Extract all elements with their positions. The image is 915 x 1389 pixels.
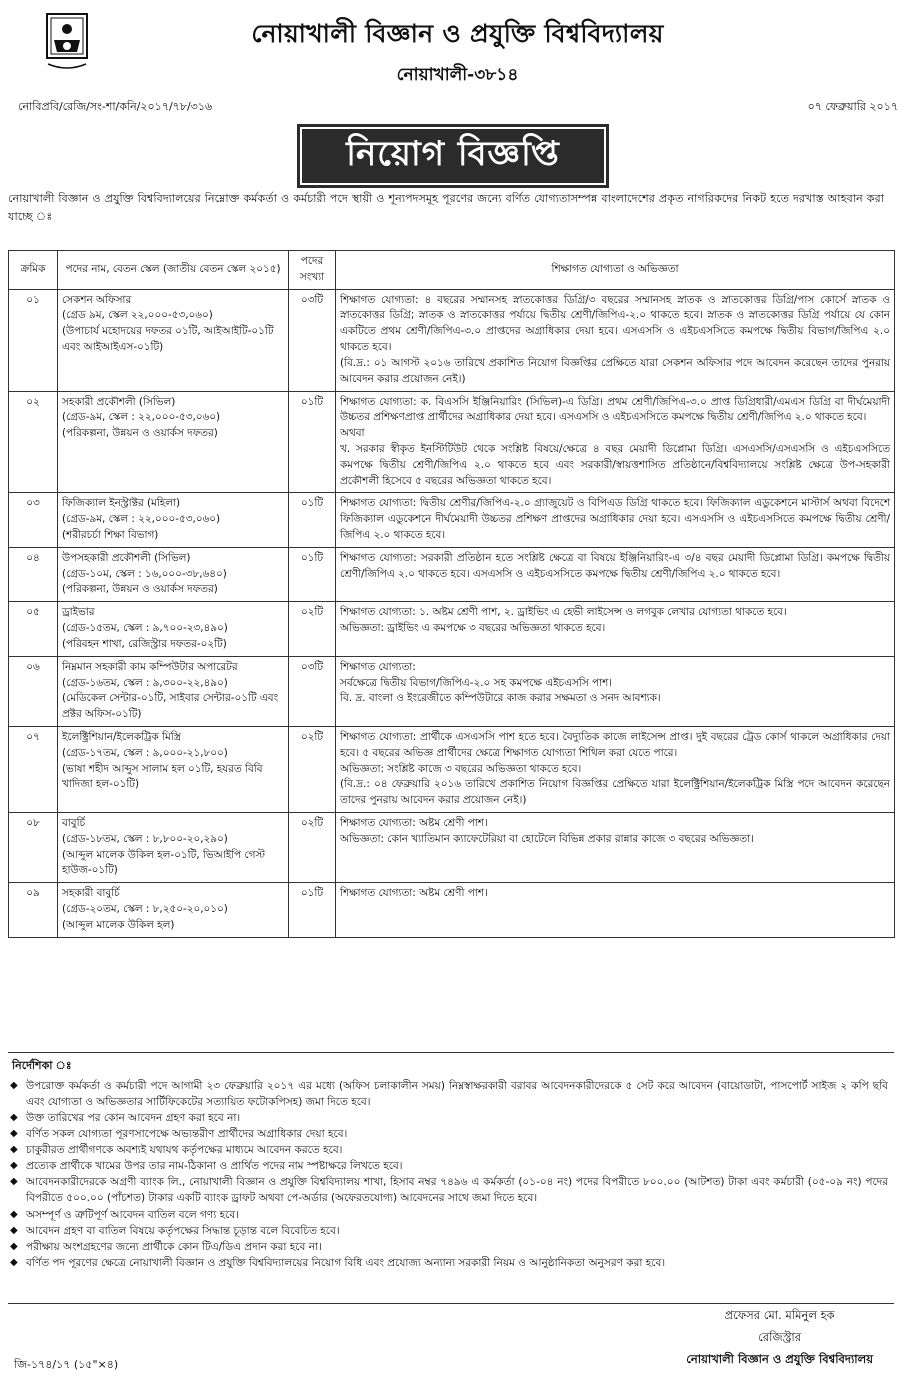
table-row <box>9 493 895 547</box>
post-grade: (গ্রেড-৯ম, স্কেল : ২২,০০০-৫৩,০৬০) <box>62 513 221 526</box>
guideline-text: উক্ত তারিখের পর কোন আবেদন গ্রহণ করা হবে না। <box>26 1112 241 1125</box>
post-name: বাবুর্চি <box>62 817 86 829</box>
post-name: ফিজিক্যাল ইনস্ট্রাক্টর (মহিলা) <box>62 497 181 510</box>
post-note: (মেডিকেল সেন্টার-০১টি, সাইবার সেন্টার-০১টি এবং প্রক্টর অফিস-০১টি) <box>62 692 279 721</box>
post-name: নিম্নমান সহকারী কাম কম্পিউটার অপারেটর <box>62 660 238 673</box>
header-qualification: শিক্ষাগত যোগ্যতা ও অভিজ্ঞতা <box>336 251 895 290</box>
row-quantity: ০১টি <box>289 547 336 601</box>
qualification-line: অভিজ্ঞতা: সংশ্লিষ্ট কাজে ৩ বছরের অভিজ্ঞতা থাকতে হবে। <box>340 762 582 775</box>
table-header-row <box>9 251 895 290</box>
post-note: (পরিবহন শাখা, রেজিস্ট্রার দফতর-০২টি) <box>62 637 227 650</box>
row-quantity: ০১টি <box>289 883 336 937</box>
post-name: ইলেক্ট্রিশিয়ান/ইলেকট্রিক মিস্ত্রি <box>62 730 181 743</box>
post-grade: (গ্রেড-১৫তম, স্কেল : ৯,৭০০-২৩,৪৯০) <box>62 622 228 635</box>
guideline-item <box>8 1174 894 1206</box>
post-grade: (গ্রেড-১৬তম, স্কেল : ৯,৩০০-২২,৪৯০) <box>62 676 228 689</box>
table-row <box>9 391 895 493</box>
post-name: সহকারী বাবুর্চি <box>62 887 120 900</box>
university-address: নোয়াখালী-৩৮১৪ <box>396 65 519 85</box>
diamond-bullet-icon: ◆ <box>10 1176 18 1188</box>
row-qualification <box>336 813 895 883</box>
post-note: (আব্দুল মালেক উকিল হল-০১টি, ভিআইপি গেস্ট হাউজ-০১টি) <box>62 848 265 877</box>
row-serial: ০৫ <box>9 602 58 656</box>
guideline-text: আবেদনকারীদেরকে অগ্রণী ব্যাংক লি., নোয়াখালী বিজ্ঞান ও প্রযুক্তি বিশ্ববিদ্যালয় শাখা, হিসাব নম্বর ৭৪৯৬ এ কর্মকর্তা (০১-০৪ নং) পদের বিপরীতে ৮০০.০০ (আটশত) টাকা এবং কর্মচারী (০৫-০৯ নং) পদের বিপরীতে ৫০০.০০ (পাঁচশত) টাকার একটি ব্যাংক ড্রাফট অথবা পে-অর্ডার (অফেরতযোগ্য) আবেদনের সাথে জমা দিতে হবে। <box>26 1176 888 1205</box>
memo-number: নোবিপ্রবি/রেজি/সং-শা/কনি/২০১৭/৭৮/৩১৬ <box>18 100 213 113</box>
table-row <box>9 289 895 391</box>
guideline-text: বর্ণিত পদ পূরণের ক্ষেত্রে নোয়াখালী বিজ্ঞান ও প্রযুক্তি বিশ্ববিদ্যালয়ের নিয়োগ বিধি এবং প্রযোজ্য অন্যান্য সরকারী নিয়ম ও আনুষ্ঠানিকতা অনুসরণ করা হবে। <box>26 1256 666 1269</box>
qualification-line: (বি.দ্র.: ০৪ ফেব্রুয়ারি ২০১৬ তারিখে প্রকাশিত নিয়োগ বিজ্ঞপ্তির প্রেক্ষিতে যারা ইলেক্ট্রিশিয়ান/ইলেকট্রিক মিস্ত্রি পদে আবেদন করেছেন তাদের পুনরায় আবেদন করার প্রয়োজন নেই।) <box>340 778 890 807</box>
guidelines-list <box>8 1078 894 1271</box>
post-note: (উপাচার্য মহোদয়ের দফতর ০১টি, আইআইটি-০১টি এবং আইআইএস-০১টি) <box>62 325 274 354</box>
qualification-line: শিক্ষাগত যোগ্যতা: ক. বিএসসি ইঞ্জিনিয়ারিং (সিভিল)-এ ডিগ্রি। প্রথম শ্রেণী/জিপিএ-৩.০ প্রাপ্ত ডিগ্রিধারী/এমএস ডিগ্রি বা দীর্ঘমেয়াদী উচ্চতর প্রশিক্ষণপ্রাপ্ত প্রার্থীদের অগ্রাধিকার দেয়া হবে। এসএসসি ও এইচএসসিতে কমপক্ষে দ্বিতীয় শ্রেণী/জিপিএ ২.০ থাকতে হবে। <box>340 395 890 424</box>
diamond-bullet-icon: ◆ <box>10 1208 18 1220</box>
row-quantity: ০১টি <box>289 391 336 493</box>
post-name: উপসহকারী প্রকৌশলী (সিভিল) <box>62 551 191 564</box>
guidelines-heading: নির্দেশিকা ঃ <box>12 1059 72 1072</box>
row-post-cell <box>58 493 289 547</box>
guideline-text: অসম্পূর্ণ ও ত্রুটিপূর্ণ আবেদন বাতিল বলে গণ্য হবে। <box>26 1208 239 1221</box>
post-name: সহকারী প্রকৌশলী (সিভিল) <box>62 395 176 408</box>
diamond-bullet-icon: ◆ <box>10 1080 18 1091</box>
guideline-item <box>8 1126 894 1142</box>
row-serial: ০৭ <box>9 726 58 812</box>
post-note: (পরিকল্পনা, উন্নয়ন ও ওয়ার্কস দফতর) <box>62 583 218 596</box>
header-serial: ক্রমিক <box>9 251 58 290</box>
row-qualification <box>336 726 895 812</box>
post-note: (পরিকল্পনা, উন্নয়ন ও ওয়ার্কস দফতর) <box>62 427 218 440</box>
university-name: নোয়াখালী বিজ্ঞান ও প্রযুক্তি বিশ্ববিদ্যালয় <box>251 19 664 48</box>
row-quantity: ০৩টি <box>289 656 336 726</box>
qualification-line: বি. দ্র. বাংলা ও ইংরেজীতে কম্পিউটারে কাজ করার সক্ষমতা ও সনদ আবশ্যক। <box>340 692 661 705</box>
qualification-line: (বি.দ্র.: ০১ আগস্ট ২০১৬ তারিখে প্রকাশিত নিয়োগ বিজ্ঞপ্তির প্রেক্ষিতে যারা সেকশন অফিসার পদে আবেদন করেছেন তাদের পুনরায় আবেদন করার প্রয়োজন নেই।) <box>340 356 890 385</box>
guideline-item <box>8 1158 894 1174</box>
row-post-cell <box>58 813 289 883</box>
row-serial: ০৩ <box>9 493 58 547</box>
row-post-cell <box>58 391 289 493</box>
signatory-name: প্রফেসর মো. মমিনুল হক <box>724 1308 835 1322</box>
guideline-text: আবেদন গ্রহণ বা বাতিল বিষয়ে কর্তৃপক্ষের সিদ্ধান্ত চূড়ান্ত বলে বিবেচিত হবে। <box>26 1224 340 1237</box>
signatory-org: নোয়াখালী বিজ্ঞান ও প্রযুক্তি বিশ্ববিদ্যালয় <box>686 1351 873 1366</box>
guideline-text: পরীক্ষায় অংশগ্রহণের জন্যে প্রার্থীকে কোন টিএ/ডিএ প্রদান করা হবে না। <box>26 1240 322 1253</box>
row-serial: ০৪ <box>9 547 58 601</box>
row-qualification <box>336 602 895 656</box>
govt-ad-reference: জি-১৭৪/১৭ (১৫"×৪) <box>14 1358 119 1371</box>
guideline-text: প্রত্যেক প্রার্থীকে খামের উপর তার নাম-ঠিকানা ও প্রার্থিত পদের নাম স্পষ্টাক্ষরে লিখতে হবে। <box>26 1160 403 1173</box>
table-row <box>9 813 895 883</box>
table-row <box>9 883 895 937</box>
header-quantity: পদের সংখ্যা <box>289 251 336 290</box>
guideline-item <box>8 1110 894 1126</box>
row-qualification <box>336 656 895 726</box>
row-post-cell <box>58 726 289 812</box>
post-grade: (গ্রেড ৯ম, স্কেল ২২,০০০-৫৩,০৬০) <box>62 309 213 322</box>
signature-block <box>686 1305 873 1371</box>
guideline-item <box>8 1239 894 1255</box>
qualification-line: শিক্ষাগত যোগ্যতা: ৪ বছরের সম্মানসহ স্নাতকোত্তর ডিগ্রি/৩ বছরের সম্মানসহ স্নাতক ও স্নাতকোত্তর ডিগ্রি/পাস কোর্সে স্নাতক ও স্নাতকোত্তর ডিগ্রি; স্নাতক ও স্নাতকোত্তর পর্যায়ে দ্বিতীয় শ্রেণী/জিপিএ-২.০ থাকতে হবে। স্নাতক ও স্নাতকোত্তর ডিগ্রি পর্যায়ে যে কোন একটিতে প্রথম শ্রেণী/জিপিএ-৩.০ প্রাপ্তদের অগ্রাধিকার দেয়া হবে। এসএসসি ও এইচএসসিতে কমপক্ষে দ্বিতীয় বিভাগ/জিপিএ ২.০ থাকতে হবে। <box>340 293 890 354</box>
guideline-text: উপরোক্ত কর্মকর্তা ও কর্মচারী পদে আগামী ২৩ ফেব্রুয়ারি ২০১৭ এর মধ্যে (অফিস চলাকালীন সময়) নিম্নস্বাক্ষরকারী বরাবর আবেদনকারীদেরকে ৫ সেট করে আবেদন (বায়োডাটা, পাসপোর্ট সাইজ ২ কপি ছবি এবং যোগ্যতা ও অভিজ্ঞতার সার্টিফিকেটের সত্যায়িত ফটোকপিসহ) জমা দিতে হবে। <box>26 1080 888 1109</box>
row-qualification <box>336 391 895 493</box>
qualification-line: শিক্ষাগত যোগ্যতা: প্রার্থীকে এসএসসি পাশ হতে হবে। বৈদ্যুতিক কাজে লাইসেন্স প্রাপ্ত। দুই বছরের ট্রেড কোর্স থাকলে অগ্রাধিকার দেয়া হবে। ৫ বছরের অভিজ্ঞ প্রার্থীদের ক্ষেত্রে শিক্ষাগত যোগ্যতা শিথিল করা যেতে পারে। <box>340 730 890 759</box>
diamond-bullet-icon: ◆ <box>10 1128 18 1140</box>
guideline-item <box>8 1255 894 1271</box>
diamond-bullet-icon: ◆ <box>10 1224 18 1236</box>
table-body <box>9 289 895 937</box>
post-note: (ভাষা শহীদ আব্দুস সালাম হল ০১টি, হযরত বিবি খাদিজা হল-০১টি) <box>62 762 263 791</box>
row-post-cell <box>58 289 289 391</box>
header-post: পদের নাম, বেতন স্কেল (জাতীয় বেতন স্কেল ২০১৫) <box>58 251 289 290</box>
row-qualification <box>336 289 895 391</box>
row-quantity: ০৩টি <box>289 289 336 391</box>
qualification-line: শিক্ষাগত যোগ্যতা: অষ্টম শ্রেণী পাশ। <box>340 887 488 900</box>
row-quantity: ০২টি <box>289 602 336 656</box>
table-row <box>9 547 895 601</box>
row-qualification <box>336 547 895 601</box>
row-serial: ০৬ <box>9 656 58 726</box>
row-post-cell <box>58 883 289 937</box>
guideline-text: বর্ণিত সকল যোগ্যতা পূরণসাপেক্ষে অভ্যন্তরীণ প্রার্থীদের অগ্রাধিকার দেয়া হবে। <box>26 1128 348 1141</box>
diamond-bullet-icon: ◆ <box>10 1256 18 1268</box>
post-name: সেকশন অফিসার <box>62 293 132 306</box>
row-quantity: ০২টি <box>289 813 336 883</box>
row-serial: ০৮ <box>9 813 58 883</box>
guideline-item <box>8 1223 894 1239</box>
qualification-line: শিক্ষাগত যোগ্যতা: দ্বিতীয় শ্রেণীর/জিপিএ-২.০ গ্র্যাজুয়েট ও বিপিএড ডিগ্রি থাকতে হবে। ফিজিক্যাল এডুকেশনে মাস্টার্স অথবা বিদেশে ফিজিক্যাল এডুকেশনে দীর্ঘমেয়াদী উচ্চতর প্রশিক্ষণ প্রাপ্তদের অগ্রাধিকার দেয়া হবে। এসএসসি ও এইচএসসিতে কমপক্ষে দ্বিতীয় শ্রেণী/জিপিএ ২.০ থাকতে হবে। <box>340 497 891 541</box>
row-qualification <box>336 883 895 937</box>
qualification-line: শিক্ষাগত যোগ্যতা: সরকারী প্রতিষ্ঠান হতে সংশ্লিষ্ট ক্ষেত্রে বা বিষয়ে ইঞ্জিনিয়ারিং-এ ৩/৪ বছর মেয়াদী ডিপ্লোমা ডিগ্রি। কমপক্ষে দ্বিতীয় শ্রেণী/জিপিএ ২.০ থাকতে হবে। এসএসসি ও এইচএসসিতে কমপক্ষে দ্বিতীয় শ্রেণী/জিপিএ ২.০ থাকতে হবে। <box>340 551 890 580</box>
table-row <box>9 656 895 726</box>
row-post-cell <box>58 547 289 601</box>
qualification-line: অভিজ্ঞতা: ড্রাইভিং এ কমপক্ষে ৩ বছরের অভিজ্ঞতা থাকতে হবে। <box>340 622 606 635</box>
guidelines-section <box>8 1052 894 1304</box>
row-quantity: ০২টি <box>289 726 336 812</box>
qualification-line: অভিজ্ঞতা: কোন খ্যাতিমান ক্যাফেটেরিয়া বা হোটেলে বিভিন্ন প্রকার রান্নার কাজে ৩ বছরের অভিজ্ঞতা। <box>340 832 754 845</box>
diamond-bullet-icon: ◆ <box>10 1160 18 1172</box>
qualification-line: সর্বক্ষেত্রে দ্বিতীয় বিভাগ/জিপিএ-২.০ সহ কমপক্ষে এইচএসসি পাশ। <box>340 676 612 689</box>
qualification-line: শিক্ষাগত যোগ্যতা: অষ্টম শ্রেণী পাশ। <box>340 817 488 829</box>
row-post-cell <box>58 602 289 656</box>
qualification-line: খ. সরকার স্বীকৃত ইনস্টিটিউট থেকে সংশ্লিষ্ট বিষয়ে/ক্ষেত্রে ৪ বছর মেয়াদী ডিপ্লোমা ডিগ্রি। এসএসসি/এসএসসি ও এইচএসসিতে কমপক্ষে দ্বিতীয় শ্রেণী/জিপিএ ২.০ থাকতে হবে এবং সরকারী/স্বায়ত্তশাসিত প্রতিষ্ঠানে/বিশ্ববিদ্যালয়ে সংশ্লিষ্ট ক্ষেত্রে উপ-সহকারী প্রকৌশলী হিসেবে ৫ বছরের অভিজ্ঞতা থাকতে হবে। <box>340 442 890 487</box>
notice-date: ০৭ ফেব্রুয়ারি ২০১৭ <box>807 100 898 113</box>
row-serial: ০২ <box>9 391 58 493</box>
signatory-title: রেজিস্ট্রার <box>758 1329 802 1344</box>
notice-title: নিয়োগ বিজ্ঞপ্তি <box>297 124 609 188</box>
post-grade: (গ্রেড-১৭তম, স্কেল : ৯,০০০-২১,৮০০) <box>62 746 228 759</box>
post-grade: (গ্রেড-৯ম, স্কেল : ২২,০০০-৫৩,০৬০) <box>62 411 221 424</box>
qualification-line: শিক্ষাগত যোগ্যতা: <box>340 660 416 673</box>
row-serial: ০১ <box>9 289 58 391</box>
table-row <box>9 602 895 656</box>
guideline-text: চাকুরীরত প্রার্থীগণকে অবশ্যই যথাযথ কর্তৃপক্ষের মাধ্যমে আবেদন করতে হবে। <box>26 1144 343 1157</box>
diamond-bullet-icon: ◆ <box>10 1240 18 1252</box>
guideline-item <box>8 1078 894 1110</box>
row-serial: ০৯ <box>9 883 58 937</box>
qualification-line: অথবা <box>340 427 365 440</box>
row-qualification <box>336 493 895 547</box>
posts-table <box>8 250 895 938</box>
post-note: (আব্দুল মালেক উকিল হল) <box>62 918 175 931</box>
qualification-line: শিক্ষাগত যোগ্যতা: ১. অষ্টম শ্রেণী পাশ, ২. ড্রাইভিং এ হেভী লাইসেন্স ও লগবুক লেখার যোগ্যতা থাকতে হবে। <box>340 606 787 619</box>
diamond-bullet-icon: ◆ <box>10 1112 18 1124</box>
guideline-item <box>8 1142 894 1158</box>
row-post-cell <box>58 656 289 726</box>
row-quantity: ০১টি <box>289 493 336 547</box>
post-note: (শরীরচর্চা শিক্ষা বিভাগ) <box>62 529 159 541</box>
diamond-bullet-icon: ◆ <box>10 1144 18 1156</box>
post-grade: (গ্রেড-২০তম, স্কেল : ৮,২৫০-২০,০১০) <box>62 903 228 916</box>
intro-paragraph: নোয়াখালী বিজ্ঞান ও প্রযুক্তি বিশ্ববিদ্যালয়ের নিম্নোক্ত কর্মকর্তা ও কর্মচারী পদে স্থায়ী ও শূন্যপদসমূহ পূরণের জন্যে বর্ণিত যোগ্যতাসম্পন্ন বাংলাদেশের প্রকৃত নাগরিকদের নিকট হতে দরখাস্ত আহবান করা যাচ্ছে ঃ <box>8 192 884 224</box>
guideline-item <box>8 1207 894 1223</box>
post-name: ড্রাইভার <box>62 606 95 619</box>
table-row <box>9 726 895 812</box>
post-grade: (গ্রেড-১৮তম, স্কেল : ৮,৮০০-২০,২৯০) <box>62 832 228 845</box>
post-grade: (গ্রেড-১০ম, স্কেল : ১৬,০০০-৩৮,৬৪০) <box>62 567 227 580</box>
